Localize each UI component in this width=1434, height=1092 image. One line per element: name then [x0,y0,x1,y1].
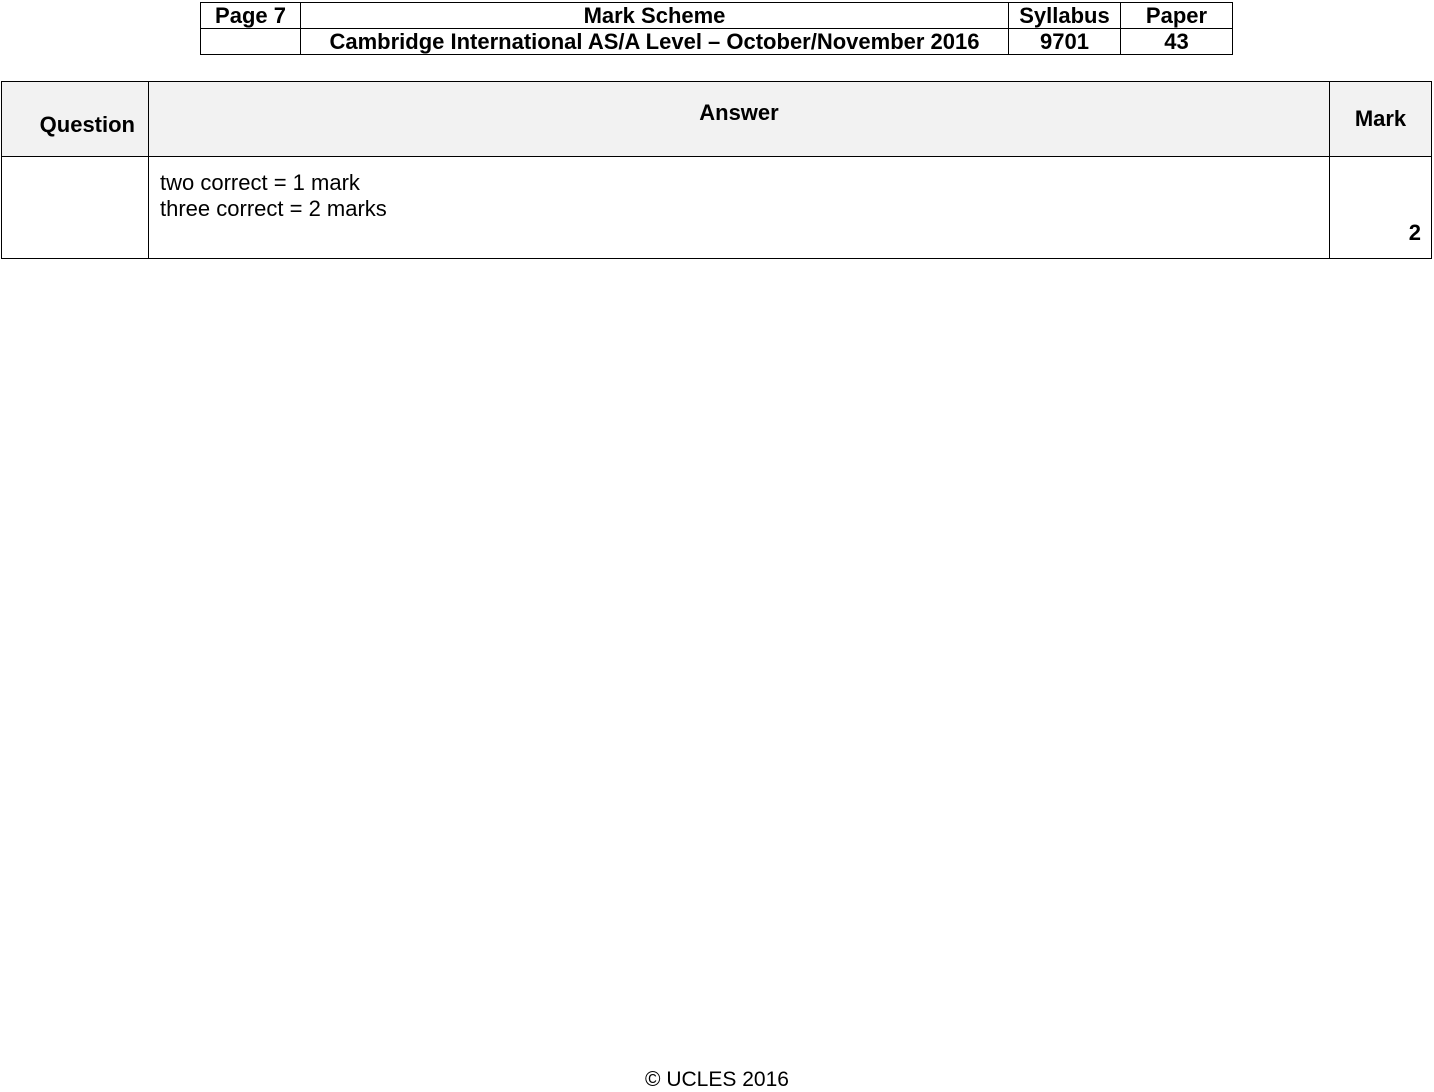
answer-header-cell [149,82,1330,157]
page-value [201,29,301,55]
syllabus-label: Syllabus [1009,3,1121,29]
answer-text [149,157,1329,222]
answer-line: two correct = 1 mark [160,170,360,195]
mark-value: 2 [1408,220,1421,245]
mark-scheme-table [1,81,1432,259]
document-title: Mark Scheme [301,3,1009,29]
header-row-values [201,29,1233,55]
mark-header-cell [1330,82,1432,157]
page-label: Page 7 [201,3,301,29]
answer-header: Answer [699,100,779,125]
copyright-footer: © UCLES 2016 [645,1068,789,1091]
mark-header: Mark [1354,106,1407,131]
answer-line: three correct = 2 marks [160,196,387,221]
header-info-table [200,2,1233,55]
mark-cell [1330,157,1432,259]
question-cell [2,157,149,259]
syllabus-code: 9701 [1009,29,1121,55]
table-row [2,157,1432,259]
paper-number: 43 [1121,29,1233,55]
header-row-labels [201,3,1233,29]
question-header: Question [39,112,135,137]
paper-label: Paper [1121,3,1233,29]
question-header-cell [2,82,149,157]
exam-name: Cambridge International AS/A Level – October/November 2016 [301,29,1009,55]
mark-scheme-header-row [2,82,1432,157]
answer-cell [149,157,1330,259]
